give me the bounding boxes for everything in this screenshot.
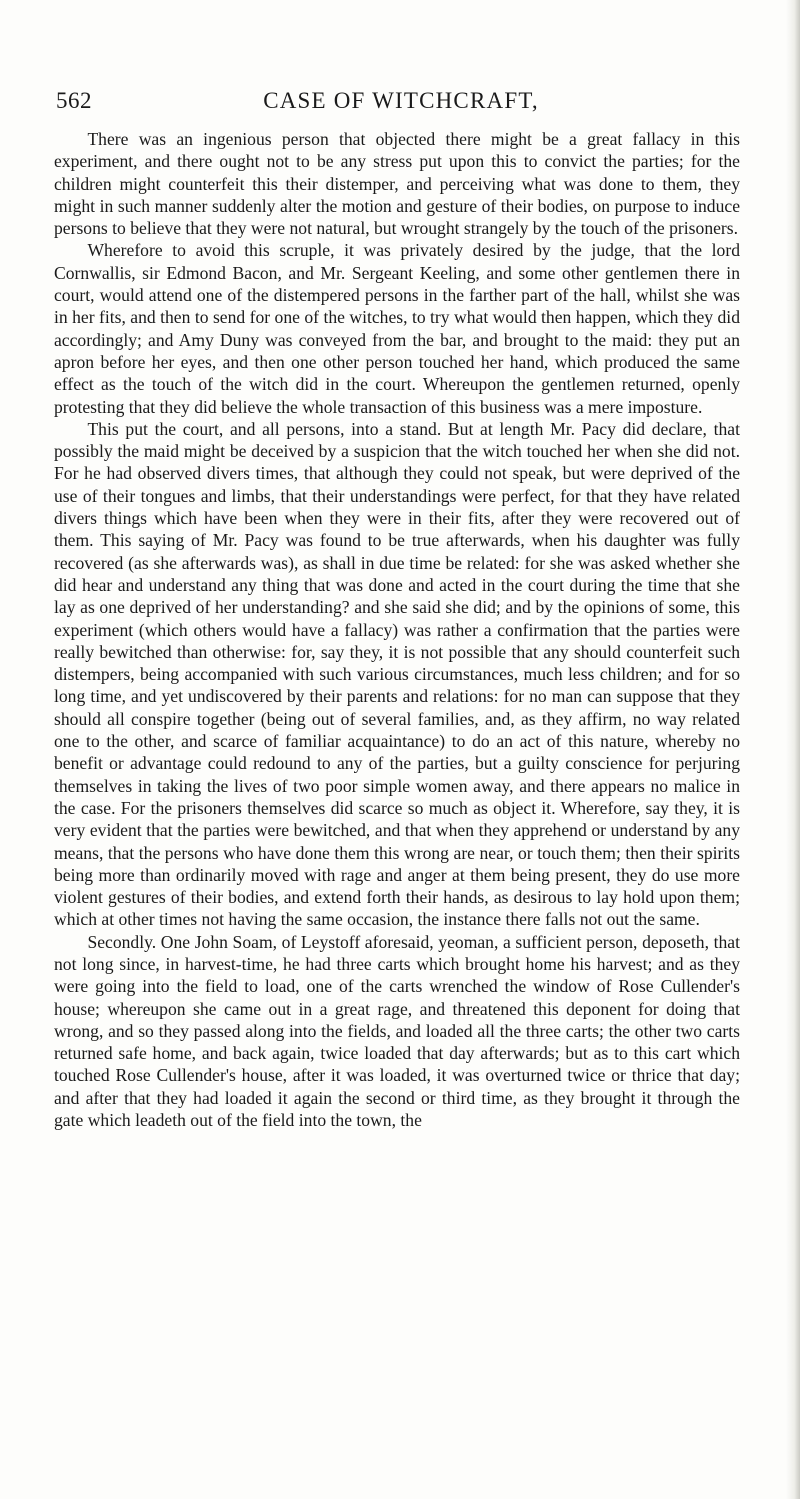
paragraph-fallacy-objection: There was an ingenious person that objected there might be a great fallacy in this experiment, and there ought not to be any stress put upon this to convict the parties; for the children might counterfeit this their distemper, and perceiving what was done to them, they might in such manner suddenly alter the motion and gesture of their bodies, on purpose to induce persons to believe that they were not natural, but wrought strangely by the touch of the prisoners. (54, 129, 740, 239)
paragraph-pacy-declaration: This put the court, and all persons, into a stand. But at length Mr. Pacy did declare, that possibly the maid might be deceived by a suspicion that the witch touched her when she did not. For he had observed divers times, that although they could not speak, but were deprived of the use of their tongues and limbs, that their understandings were perfect, for that they have related divers things which have been when they were in their fits, after they were recovered out of them. This saying of Mr. Pacy was found to be true afterwards, when his daughter was fully recovered (as she afterwards was), as shall in due time be related: for she was asked whether she did hear and understand any thing that was done and acted in the court during the time that she lay as one deprived of her understanding? and she said she did; and by the opinions of some, this experiment (which others would have a fallacy) was rather a confirmation that the parties were really bewitched than otherwise: for, say they, it is not possible that any should counterfeit such distempers, being accompanied with such various circumstances, much less children; and for so long time, and yet undiscovered by their parents and relations: for no man can suppose that they should all conspire together (being out of several families, and, as they affirm, no way related one to the other, and scarce of familiar acquaintance) to do an act of this nature, whereby no benefit or advantage could redound to any of the parties, but a guilty conscience for perjuring themselves in taking the lives of two poor simple women away, and there appears no malice in the case. For the prisoners themselves did scarce so much as object it. Wherefore, say they, it is very evident that the parties were bewitched, and that when they apprehend or understand by any means, that the persons who have done them this wrong are near, or touch them; then their spirits being more than ordinarily moved with rage and anger at them being present, they do use more violent gestures of their bodies, and extend forth their hands, as desirous to lay hold upon them; which at other times not having the same occasion, the instance there falls not out the same. (54, 418, 740, 930)
paragraph-john-soam-deposition: Secondly. One John Soam, of Leystoff aforesaid, yeoman, a sufficient person, deposeth, that not long since, in harvest-time, he had three carts which brought home his harvest; and as they were going into the field to load, one of the carts wrenched the window of Rose Cullender's house; whereupon she came out in a great rage, and threatened this deponent for doing that wrong, and so they passed along into the fields, and loaded all the three carts; the other two carts returned safe home, and back again, twice loaded that day afterwards; but as to this cart which touched Rose Cullender's house, after it was loaded, it was overturned twice or thrice that day; and after that they had loaded it again the second or third time, as they brought it through the gate which leadeth out of the field into the town, the (54, 931, 740, 1131)
page-number: 562 (56, 88, 92, 113)
running-title: CASE OF WITCHCRAFT, (263, 88, 539, 113)
paragraph-experiment: Wherefore to avoid this scruple, it was privately desired by the judge, that the lord Cornwallis, sir Edmond Bacon, and Mr. Sergeant Keeling, and some other gentlemen there in court, would attend one of the distempered persons in the farther part of the hall, whilst she was in her fits, and then to send for one of the witches, to try what would then happen, which they did accordingly; and Amy Duny was conveyed from the bar, and brought to the maid: they put an apron before her eyes, and then one other person touched her hand, which produced the same effect as the touch of the witch did in the court. Whereupon the gentlemen returned, openly protesting that they did believe the whole transaction of this business was a mere imposture. (54, 240, 740, 417)
body-text (54, 128, 740, 1131)
page-header (56, 88, 746, 122)
page-edge-shadow (786, 0, 800, 1499)
